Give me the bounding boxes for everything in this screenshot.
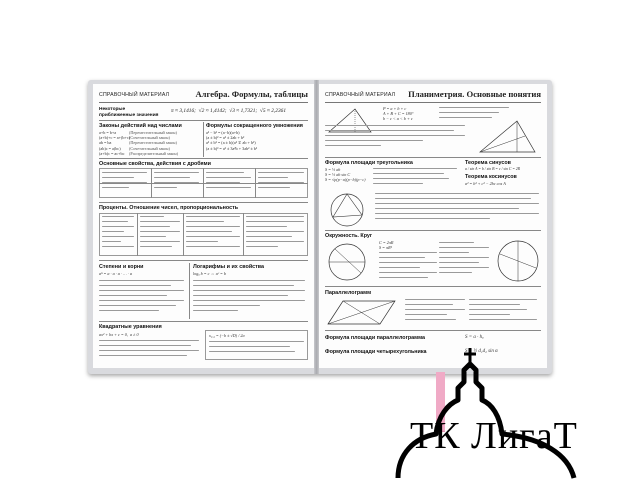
- cosines-formula: a² = b² + c² − 2bc cos A: [465, 181, 506, 186]
- left-header-title: Алгебра. Формулы, таблицы: [195, 89, 308, 99]
- triangle-area-notes: [373, 168, 457, 188]
- sines-formula: a / sin A = b / sin B = c / sin C = 2R: [465, 167, 521, 171]
- left-page: [93, 84, 314, 368]
- triangle-height-figure-icon: [477, 118, 539, 156]
- divider: [325, 286, 541, 287]
- fractions-formulas: [154, 172, 199, 192]
- log-rules: [193, 280, 305, 315]
- triangle-facts: [325, 125, 465, 150]
- approx-values: π ≈ 3,1416; √2 ≈ 1,4142; √3 ≈ 1,7321; √5 ≈ 2,2361: [171, 108, 287, 114]
- quad-title: Квадратные уравнения: [99, 324, 162, 330]
- divider: [99, 202, 308, 203]
- circle-chord-figure-icon: [495, 238, 541, 284]
- powers-formula: aⁿ = a · a · a · … · a: [99, 271, 132, 276]
- circle-lines: C = 2πR S = πR²: [379, 240, 394, 251]
- brand-arch-icon: [392, 342, 632, 480]
- notebook-spread: [88, 80, 552, 374]
- laws-lines: a+b = b+a (a+b)+c = a+(b+c) ab = ba (ab)c = a(bc) (a+b)c = ac+bc: [99, 130, 131, 156]
- circle-title: Окружность. Круг: [325, 233, 373, 239]
- parallelogram-title: Параллелограмм: [325, 290, 372, 296]
- divider: [203, 122, 204, 157]
- brand-name: ТК ЛигаТ: [410, 415, 578, 457]
- fractions-formulas: [206, 172, 251, 192]
- right-page-header: [325, 89, 541, 103]
- quad-area-value: S = ½ d₁d₂ sin α: [465, 349, 498, 354]
- left-page-header: [99, 89, 308, 103]
- triangle-area-lines: S = ½ ah S = ½ ab sin C S = √p(p−a)(p−b)(p−c): [325, 167, 366, 183]
- parallelogram-figure-icon: [325, 298, 399, 328]
- table-column-line: [183, 213, 184, 256]
- cosines-title: Теорема косинусов: [465, 174, 517, 180]
- divider: [325, 157, 541, 158]
- divider: [325, 230, 541, 231]
- triangle-lines: P = a + b + c A + B + C = 180° b − c < a < b + c: [383, 106, 414, 122]
- circle-terms: [379, 252, 437, 282]
- short-mult-lines: a² − b² = (a−b)(a+b) (a ± b)² = a² ± 2ab + b² a³ ± b³ = (a ± b)(a² ∓ ab + b²) (a ± b)³ = a³ ± 3a²b + 3ab² ± b³: [206, 130, 258, 151]
- fractions-formulas: [258, 172, 304, 192]
- para-area-value: S = a · hₐ: [465, 335, 484, 340]
- log-title: Логарифмы и их свойства: [193, 264, 265, 270]
- powers-title: Степени и корни: [99, 264, 144, 270]
- percent-title: Проценты. Отношение чисел, пропорциональность: [99, 205, 239, 211]
- right-page: [319, 84, 547, 368]
- circle-definitions: [439, 242, 489, 277]
- percent-cells: [140, 216, 180, 251]
- powers-rules: [99, 280, 184, 315]
- divider: [99, 321, 308, 322]
- divider: [99, 260, 308, 261]
- parallelogram-notes: [469, 299, 537, 324]
- percent-cells: [246, 216, 304, 251]
- laws-names: (Переместительный закон) (Сочетательный закон) (Переместительный закон) (Сочетательный закон) (Распределительный закон): [129, 130, 178, 156]
- inscribed-triangle-figure-icon: [325, 191, 369, 229]
- fractions-title: Основные свойства, действия с дробями: [99, 161, 211, 167]
- inscribed-notes: [375, 193, 539, 223]
- quad-formula: ax² + bx + c = 0, a ≠ 0: [99, 332, 139, 337]
- quad-box-rules: [209, 341, 304, 356]
- para-area-label: Формула площади параллелограмма: [325, 335, 426, 341]
- quad-rules: [99, 340, 199, 360]
- divider: [99, 158, 308, 159]
- left-header-small: СПРАВОЧНЫЙ МАТЕРИАЛ: [99, 92, 170, 98]
- sines-title: Теорема синусов: [465, 160, 511, 166]
- log-formula: logₐ b = c ⇔ aᶜ = b: [193, 271, 226, 276]
- laws-title: Законы действий над числами: [99, 123, 182, 129]
- circle-figure-icon: [325, 241, 369, 283]
- right-header-title: Планиметрия. Основные понятия: [408, 89, 541, 99]
- table-column-line: [243, 213, 244, 256]
- divider: [189, 263, 190, 319]
- quad-roots: x₁,₂ = (−b ± √D) / 2a: [209, 333, 245, 338]
- percent-cells: [102, 216, 134, 251]
- divider: [325, 330, 541, 331]
- short-mult-title: Формулы сокращенного умножения: [206, 123, 303, 129]
- parallelogram-formulas: [405, 299, 465, 324]
- triangle-area-title: Формула площади треугольника: [325, 160, 413, 166]
- divider: [99, 120, 308, 121]
- fractions-formulas: [102, 172, 147, 192]
- approx-label: Некоторые приближенные значения: [99, 107, 159, 118]
- percent-cells: [186, 216, 240, 251]
- table-column-line: [137, 213, 138, 256]
- quad-area-label: Формула площади четырехугольника: [325, 349, 427, 355]
- right-header-small: СПРАВОЧНЫЙ МАТЕРИАЛ: [325, 92, 396, 98]
